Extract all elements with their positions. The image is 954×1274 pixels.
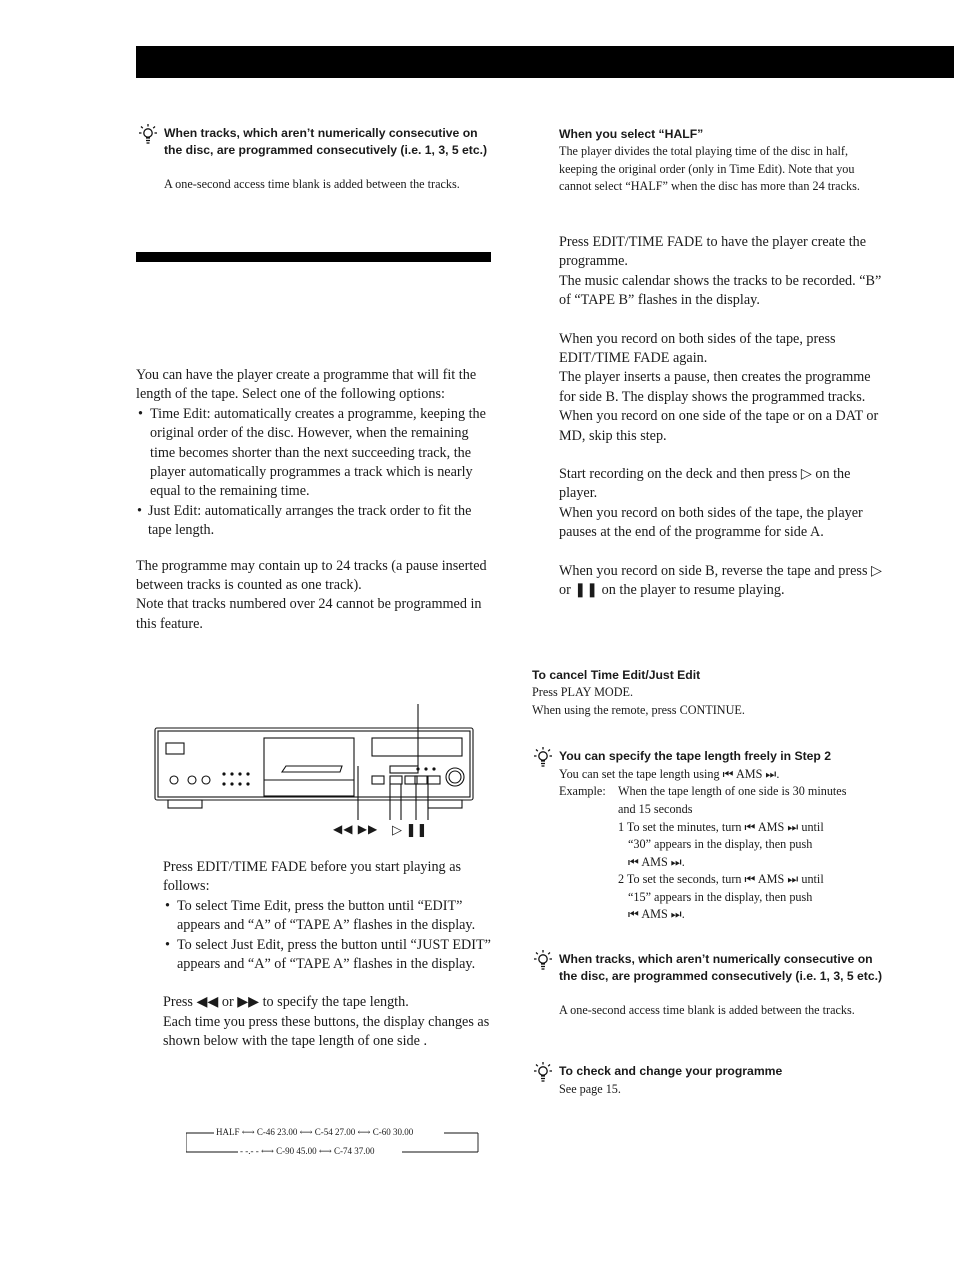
step5-text2: When you record on both sides of the tape, the player pauses at the end of the programme for side A. [559, 504, 863, 541]
step1-text: Press EDIT/TIME FADE before you start playing as follows: [163, 859, 462, 895]
tip2-example-line: and 15 seconds [618, 802, 693, 816]
half-title: When you select “HALF” [559, 127, 704, 141]
header-bar [136, 46, 954, 78]
ffwd-label: ◀◀ ▶▶ [333, 822, 379, 836]
chart-row-1: HALF ⟷ C-46 23.00 ⟷ C-54 27.00 ⟷ C-60 30.00 [216, 1127, 414, 1137]
step1 [163, 858, 493, 1052]
tip3-text: A one-second access time blank is added between the tracks. [559, 1003, 855, 1017]
step3-text: Press EDIT/TIME FADE to have the player create the programme. [559, 234, 867, 270]
tip2-title: You can specify the tape length freely in Step 2 [559, 749, 832, 763]
bullet-text: To select Time Edit, press the button until “EDIT” appears and “A” of “TAPE A” flashes in the display. [177, 897, 476, 934]
device-illustration [150, 700, 480, 840]
bullet-text: To select Just Edit, press the button until “JUST EDIT” appears and “A” of “TAPE A” flashes in the display. [177, 936, 491, 973]
step5-text: Start recording on the deck and then press ▷ on the player. [559, 466, 851, 502]
steps-right [559, 233, 889, 601]
tip2-example-label: Example: [559, 784, 606, 798]
bullet-item: • Time Edit: automatically creates a programme, keeping the original order of the disc. However, when the remaining time becomes shorter than the next succeeding track, the player automatically programmes a track which is nearly equal to the remaining time. [138, 405, 486, 500]
tip3-title: When tracks, which aren’t numerically consecutive on the disc, are programmed consecutively (i.e. 1, 3, 5 etc.) [559, 952, 883, 983]
step6-text: When you record on side B, reverse the tape and press ▷ or ❚❚ on the player to resume playing. [559, 562, 882, 599]
tip4-title: To check and change your programme [559, 1064, 783, 1078]
bullet-item: • Just Edit: automatically arranges the track order to fit the tape length. [137, 502, 472, 539]
intro-paragraph [136, 366, 491, 634]
tip2-line: You can set the tape length using ⏮ AMS ⏭. [559, 767, 780, 781]
bullet-text: Time Edit: automatically creates a programme, keeping the original order of the disc. However, when the remaining time becomes shorter than the next succeeding track, the player automatically programmes a track which is nearly equal to the remaining time. [150, 405, 486, 500]
tip2-step-line: 1 To set the minutes, turn ⏮ AMS ⏭ until [618, 820, 824, 834]
chart-row-2: - -.- - ⟷ C-90 45.00 ⟷ C-74 37.00 [240, 1146, 375, 1156]
bullet-item: • To select Time Edit, press the button until “EDIT” appears and “A” of “TAPE A” flashes in the display. [165, 897, 476, 934]
intro-p1: You can have the player create a programme that will fit the length of the tape. Select one of the following options: [136, 367, 477, 403]
step2-text2: Each time you press these buttons, the display changes as shown below with the tape length of one side . [163, 1013, 490, 1050]
step2-text: Press ◀◀ or ▶▶ to specify the tape length. [163, 994, 409, 1011]
cancel-line-1: Press PLAY MODE. [532, 685, 634, 699]
step4-text2: The player inserts a pause, then creates the programme for side B. The display shows the programmed tracks. [559, 369, 871, 405]
bullet-item: • To select Just Edit, press the button until “JUST EDIT” appears and “A” of “TAPE A” flashes in the display. [165, 936, 491, 973]
intro-p3: Note that tracks numbered over 24 cannot be programmed in this feature. [136, 596, 482, 632]
tip4-text: See page 15. [559, 1082, 621, 1096]
tip2-step-line: ⏮ AMS ⏭. [628, 907, 685, 921]
tip2-step-line: “30” appears in the display, then push [628, 837, 813, 851]
tip2-step-line: ⏮ AMS ⏭. [628, 855, 685, 869]
cancel-title: To cancel Time Edit/Just Edit [532, 668, 701, 682]
half-text: The player divides the total playing time of the disc in half, keeping the original order (only in Time Edit). Note that you cannot select “HALF” when the disc has more than 24 tracks. [559, 144, 860, 194]
tip2-step-line: “15” appears in the display, then push [628, 890, 813, 904]
tip-title: When tracks, which aren’t numerically consecutive on the disc, are programmed consecutively (i.e. 1, 3, 5 etc.) [164, 126, 488, 157]
step4-text: When you record on both sides of the tape, press EDIT/TIME FADE again. [559, 330, 836, 367]
cancel-line-2: When using the remote, press CONTINUE. [532, 703, 745, 717]
tip2-example-line: When the tape length of one side is 30 minutes [618, 784, 847, 798]
tip-text: A one-second access time blank is added between the tracks. [164, 177, 460, 191]
step3-text2: The music calendar shows the tracks to be recorded. “B” of “TAPE B” flashes in the display. [559, 272, 882, 309]
bullet-text: Just Edit: automatically arranges the track order to fit the tape length. [148, 502, 472, 539]
tip-icon [533, 949, 553, 978]
play-pause-label: ▷ ❚❚ [392, 822, 428, 837]
intro-p2: The programme may contain up to 24 tracks (a pause inserted between tracks is counted as one track). [136, 557, 487, 594]
tape-length-chart [186, 1126, 480, 1156]
tip-icon [533, 1061, 553, 1090]
step4-text3: When you record on one side of the tape or on a DAT or MD, skip this step. [559, 408, 879, 444]
tip-icon [138, 123, 158, 152]
tip2-step-line: 2 To set the seconds, turn ⏮ AMS ⏭ until [618, 872, 824, 886]
section-bar [136, 252, 491, 262]
tip-icon [533, 746, 553, 775]
